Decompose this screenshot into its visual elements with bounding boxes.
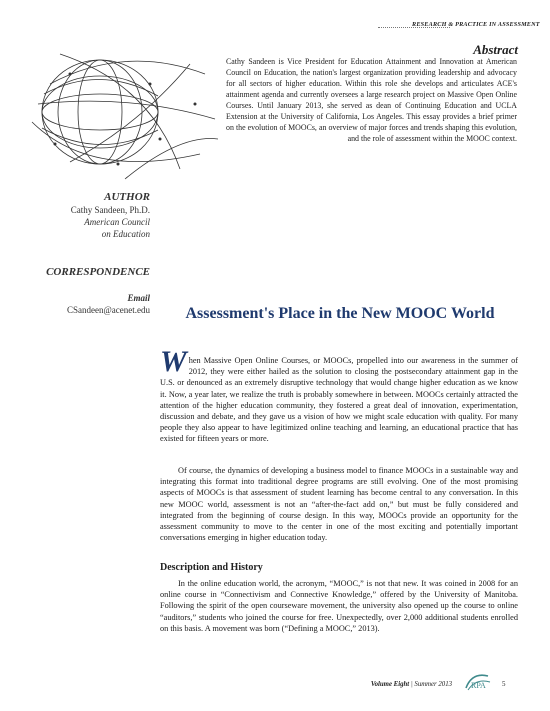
email-label: Email [127,293,150,303]
article-paragraph [160,345,518,445]
abstract-text: Cathy Sandeen is Vice President for Education Attainment and Innovation at American Council on Education, the nation's largest organization providing leadership and advocacy for all sectors of higher education. Within this role she develops and articulates ACE's attainment agenda and currently oversees a large research project on Massive Open Online Courses. Until January 2013, she served as dean of Continuing Education and UCLA Extension at the University of California, Los Angeles. This essay provides a brief primer on the evolution of MOOCs, an overview of major forces and trends shaping this evolution, and the role of assessment within the MOOC context. [226,57,517,143]
article-paragraph-2: Of course, the dynamics of developing a business model to finance MOOCs in a sustainable way and integrating this format into traditional degree programs are still evolving. One of the most promising aspects of MOOCs is that assessment of student learning has become central to any conversation. In this new MOOC world, assessment is not an “after-the-fact add on,” but must be fully considered and integrated from the beginning of course design. In this way, MOOCs provide an opportunity for the assessment community to move to the center in one of the most exciting and potentially important conversations emerging in higher education today. [160,466,518,543]
footer-volume: Volume Eight [370,681,410,688]
author-organization-line2: on Education [101,229,150,239]
rpa-logo-text: RPA [471,681,486,690]
author-organization-line1: American Council [84,217,150,227]
author-block [71,204,150,240]
footer-issue-date: | Summer 2013 [410,681,452,688]
email-link[interactable]: CSandeen@acenet.edu [66,305,150,315]
correspondence-heading: CORRESPONDENCE [46,266,150,278]
section-heading: Description and History [160,562,263,573]
page-number: 5 [502,680,506,688]
paragraph-1-text: hen Massive Open Online Courses, or MOOCs, propelled into our awareness in the summer of 2012, they were either hailed as the solution to closing the postsecondary attainment gap in the U.S. or denounced as an extremely disruptive technology that would change higher education as we know it. Now, a year later, we realize the truth is probably somewhere in between. MOOCs certainly attracted the attention of the higher education community, they fostered a great deal of innovation, experimentation, discussion and debate, and they gave us a vision of how we might scale education with quality. For many people they also appear to have legitimized online teaching and learning, an educational practice that has existed for fifteen years or more. [160,356,518,444]
article-title: Assessment's Place in the New MOOC World [185,305,495,322]
author-heading: AUTHOR [104,191,150,203]
globe-illustration [30,44,220,184]
author-name: Cathy Sandeen, Ph.D. [70,205,150,215]
footer-issue [371,681,452,688]
article-paragraph-3: In the online education world, the acronym, “MOOC,” is not that new. It was coined in 2008 for an online course in “Connectivism and Connective Knowledge,” offered by the University of Manitoba. Following the spirit of the open courseware movement, the university also opened up the course to online “auditors,” students who joined the course for free. Unexpectedly, over 2,000 additional students enrolled on this basis. A movement was born (“Defining a MOOC,” 2013). [160,579,518,633]
abstract-heading: Abstract [473,42,518,57]
journal-section-label: RESEARCH & PRACTICE IN ASSESSMENT [412,21,540,28]
rpa-logo-icon [462,670,492,692]
drop-cap: W [160,345,187,378]
